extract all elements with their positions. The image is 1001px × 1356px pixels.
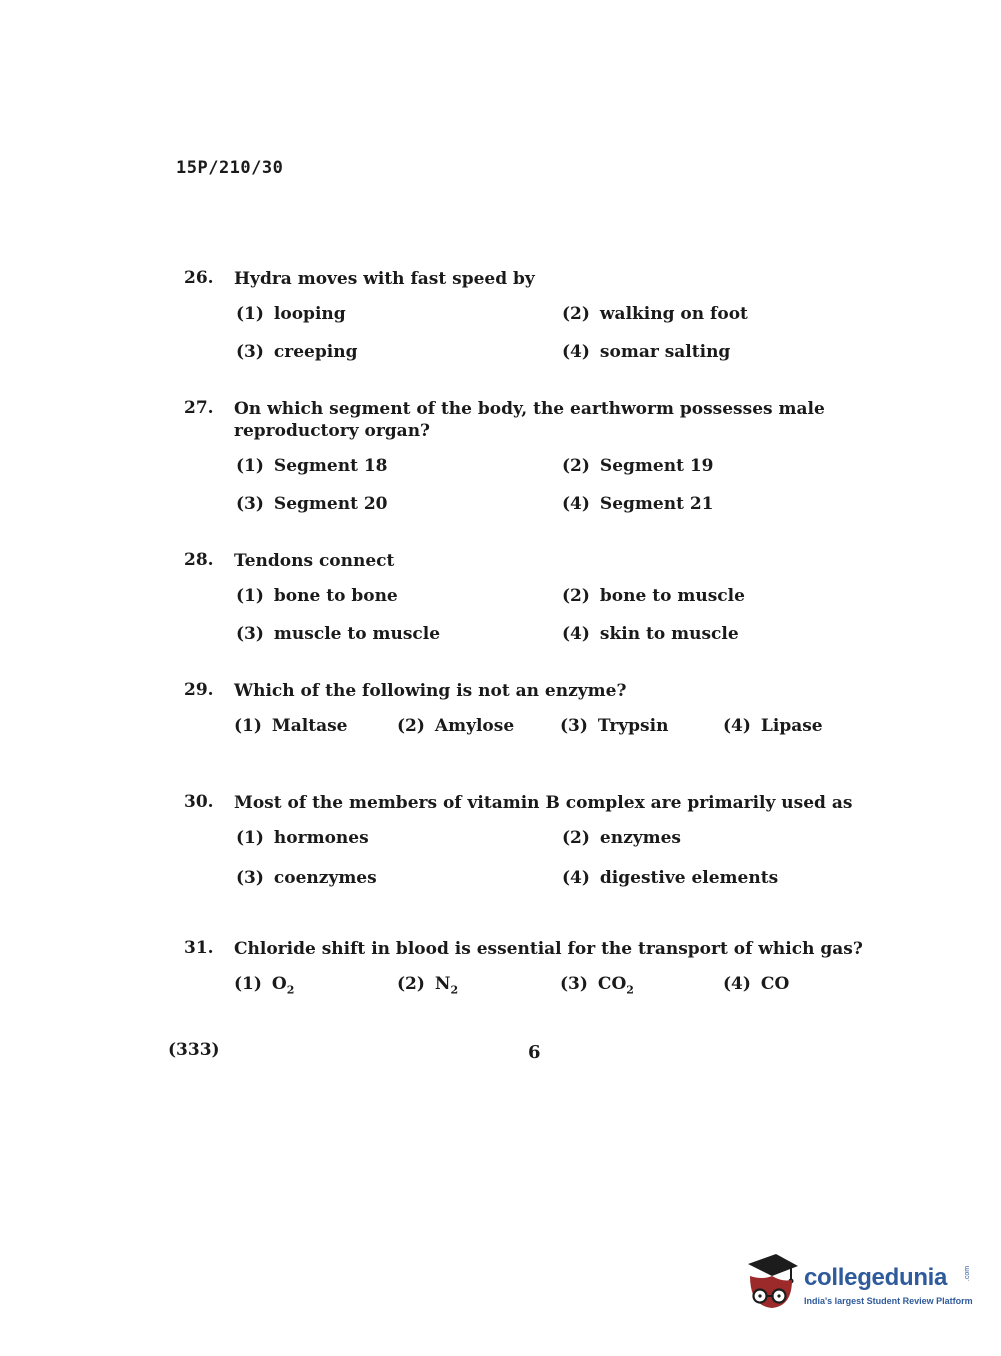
option-3: (3) $CO_2$: [560, 974, 634, 997]
booklet-code: (333): [168, 1040, 220, 1060]
option-4: (4) skin to muscle: [562, 624, 739, 644]
option-4: (4) digestive elements: [562, 868, 779, 888]
question-text: On which segment of the body, the earthworm possesses male reproductory organ?: [234, 399, 825, 441]
question-text: Tendons connect: [234, 551, 395, 571]
collegedunia-logo: [742, 1250, 972, 1320]
option-1: (1) hormones: [236, 828, 369, 848]
option-2: (2) Segment 19: [562, 456, 714, 476]
question-number: 29.: [184, 680, 214, 700]
question-27: [184, 398, 924, 514]
option-1: (1) $O_2$: [234, 974, 295, 997]
option-2: (2) Amylose: [397, 716, 515, 736]
question-text: Hydra moves with fast speed by: [234, 269, 535, 289]
brand-name: collegedunia: [804, 1264, 948, 1291]
option-3: (3) coenzymes: [236, 868, 377, 888]
question-number: 27.: [184, 398, 214, 418]
mascot-icon: [742, 1250, 800, 1312]
question-29: [184, 680, 924, 736]
question-number: 30.: [184, 792, 214, 812]
option-2: (2) $N_2$: [397, 974, 459, 997]
question-text: Most of the members of vitamin B complex are primarily used as: [234, 793, 853, 813]
option-2: (2) bone to muscle: [562, 586, 745, 606]
option-1: (1) Segment 18: [236, 456, 388, 476]
question-text: Which of the following is not an enzyme?: [234, 681, 627, 701]
question-31: [184, 938, 924, 996]
option-2: (2) enzymes: [562, 828, 682, 848]
paper-code: 15P/210/30: [176, 158, 284, 178]
brand-tagline: India's largest Student Review Platform: [804, 1296, 973, 1306]
question-text: Chloride shift in blood is essential for the transport of which gas?: [234, 939, 863, 959]
question-number: 28.: [184, 550, 214, 570]
option-3: (3) muscle to muscle: [236, 624, 441, 644]
option-3: (3) creeping: [236, 342, 358, 362]
option-4: (4) CO: [723, 974, 790, 994]
option-1: (1) Maltase: [234, 716, 348, 736]
option-4: (4) Segment 21: [562, 494, 714, 514]
page-number: 6: [528, 1042, 541, 1063]
option-1: (1) looping: [236, 304, 346, 324]
option-3: (3) Trypsin: [560, 716, 669, 736]
option-4: (4) somar salting: [562, 342, 731, 362]
question-number: 31.: [184, 938, 214, 958]
option-3: (3) Segment 20: [236, 494, 388, 514]
option-4: (4) Lipase: [723, 716, 823, 736]
brand-suffix: .com: [964, 1265, 972, 1282]
question-30: [184, 792, 924, 888]
question-number: 26.: [184, 268, 214, 288]
question-26: [184, 268, 924, 362]
question-28: [184, 550, 924, 644]
option-1: (1) bone to bone: [236, 586, 398, 606]
option-2: (2) walking on foot: [562, 304, 748, 324]
